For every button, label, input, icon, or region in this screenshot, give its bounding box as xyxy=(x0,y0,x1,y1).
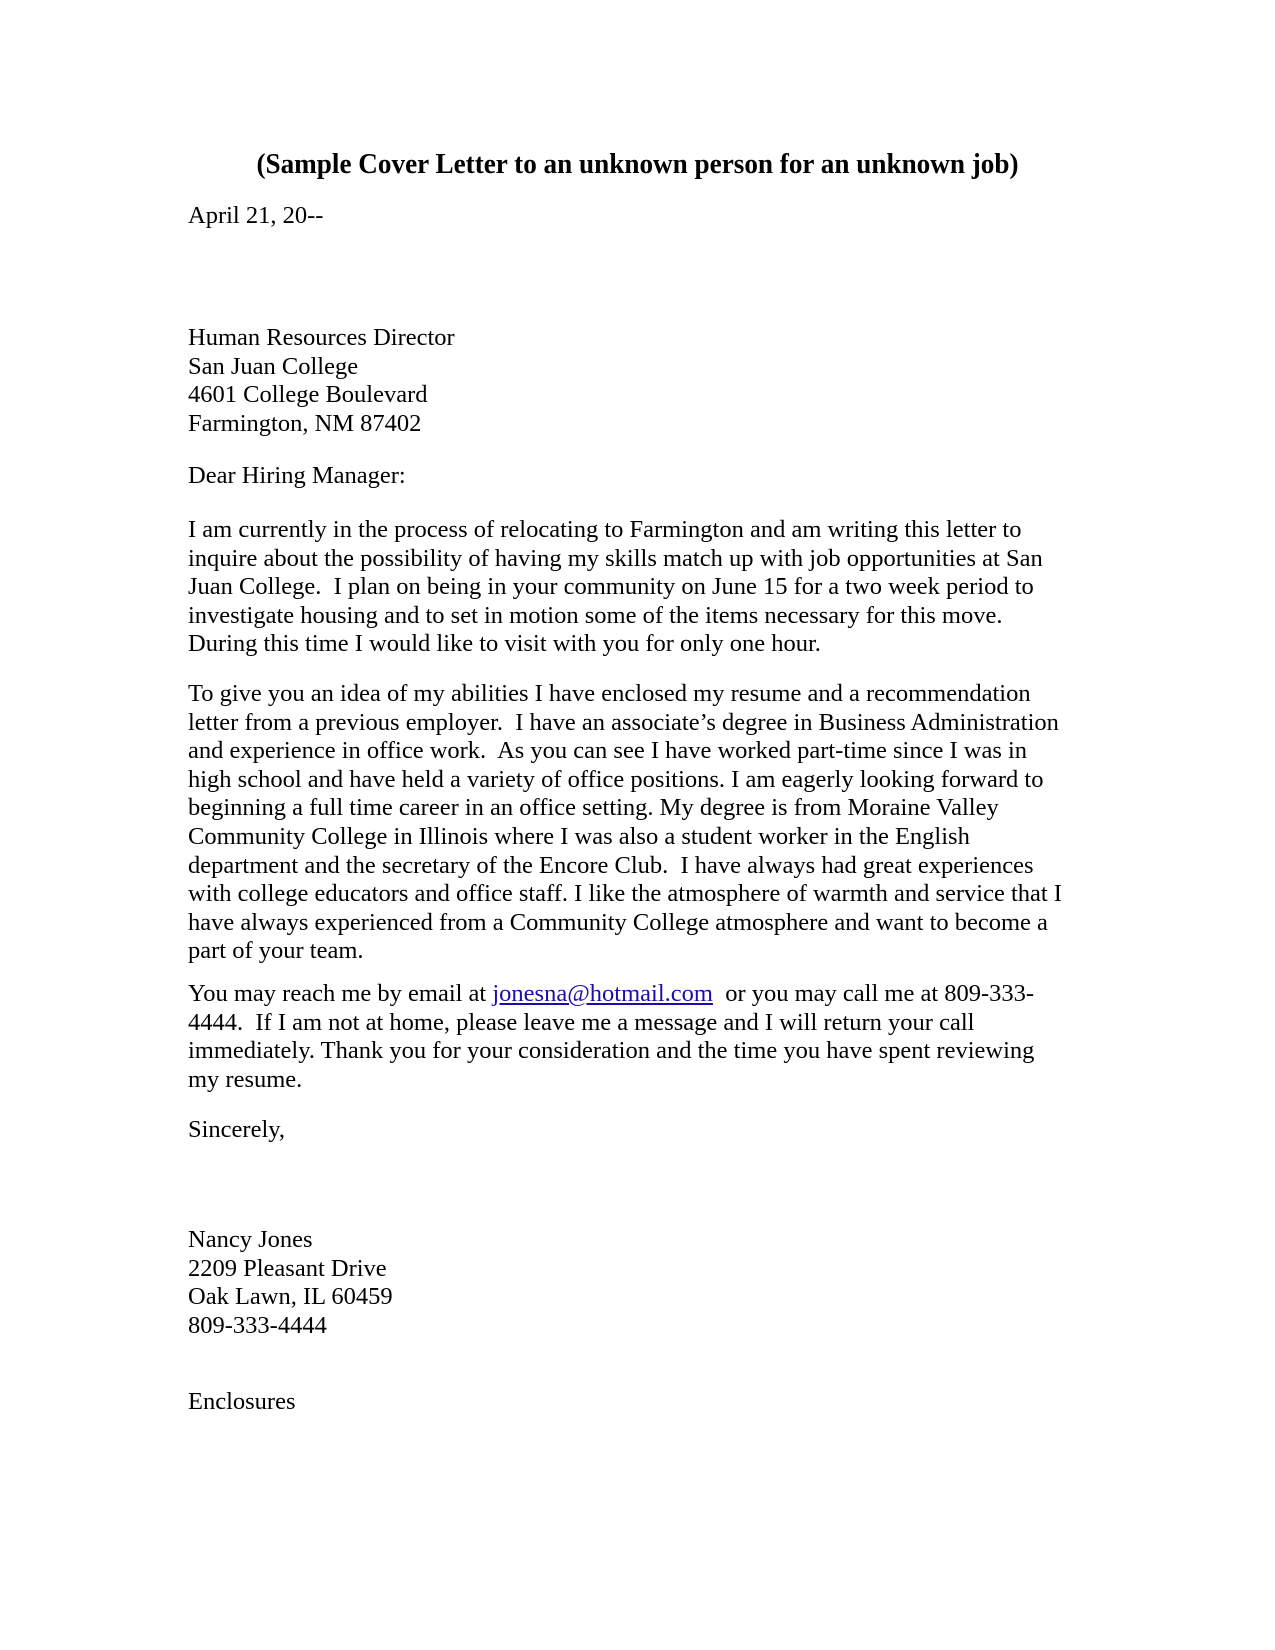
contact-prefix-text: You may reach me by email at xyxy=(188,980,493,1007)
contact-suffix-text: or you may call me at 809-333- xyxy=(712,980,1035,1007)
recipient-organization: San Juan College xyxy=(188,352,359,380)
paragraph-line: investigate housing and to set in motion some of the items necessary for this move. xyxy=(188,601,1003,629)
paragraph-line: During this time I would like to visit with you for only one hour. xyxy=(188,630,821,658)
paragraph-line: high school and have held a variety of office positions. I am eagerly looking forward to xyxy=(188,765,1044,793)
paragraph-relocation xyxy=(188,516,1068,659)
sender-phone: 809-333-4444 xyxy=(188,1311,327,1339)
paragraph-line: To give you an idea of my abilities I have enclosed my resume and a recommendation xyxy=(188,680,1031,707)
enclosures-note: Enclosures xyxy=(188,1388,296,1415)
paragraph-line: part of your team. xyxy=(188,937,364,965)
sender-signature-block xyxy=(188,1226,1068,1340)
paragraph-line: immediately. Thank you for your consideration and the time you have spent reviewing xyxy=(188,1037,1035,1065)
paragraph-qualifications xyxy=(188,680,1068,966)
paragraph-line: Community College in Illinois where I was also a student worker in the English xyxy=(188,822,970,850)
closing: Sincerely, xyxy=(188,1116,286,1143)
paragraph-line: and experience in office work. As you can see I have worked part-time since I was in xyxy=(188,737,1028,765)
paragraph-line: my resume. xyxy=(188,1065,303,1093)
paragraph-line: Juan College. I plan on being in your community on June 15 for a two week period to xyxy=(188,573,1034,601)
paragraph-line: with college educators and office staff. I like the atmosphere of warmth and service that I xyxy=(188,880,1062,908)
salutation: Dear Hiring Manager: xyxy=(188,462,406,489)
paragraph-line: I am currently in the process of relocating to Farmington and am writing this letter to xyxy=(188,516,1022,543)
letter-date: April 21, 20-- xyxy=(188,202,324,229)
sender-street: 2209 Pleasant Drive xyxy=(188,1254,387,1282)
email-link[interactable]: jonesna@hotmail.com xyxy=(492,980,713,1007)
recipient-title: Human Resources Director xyxy=(188,324,455,351)
recipient-city-state-zip: Farmington, NM 87402 xyxy=(188,409,422,437)
sender-name: Nancy Jones xyxy=(188,1226,313,1253)
paragraph-line: beginning a full time career in an office setting. My degree is from Moraine Valley xyxy=(188,794,999,822)
paragraph-line: 4444. If I am not at home, please leave me a message and I will return your call xyxy=(188,1008,975,1036)
letter-title: (Sample Cover Letter to an unknown person for an unknown job) xyxy=(256,149,1019,180)
sender-city-state-zip: Oak Lawn, IL 60459 xyxy=(188,1283,393,1311)
recipient-street: 4601 College Boulevard xyxy=(188,381,428,409)
paragraph-line: department and the secretary of the Encore Club. I have always had great experiences xyxy=(188,851,1034,879)
paragraph-line: have always experienced from a Community College atmosphere and want to become a xyxy=(188,908,1048,936)
paragraph-line xyxy=(188,980,1068,1009)
paragraph-line: letter from a previous employer. I have an associate’s degree in Business Administration xyxy=(188,708,1059,736)
recipient-address xyxy=(188,324,1068,438)
paragraph-contact xyxy=(188,980,1068,1094)
paragraph-line: inquire about the possibility of having my skills match up with job opportunities at San xyxy=(188,544,1043,572)
